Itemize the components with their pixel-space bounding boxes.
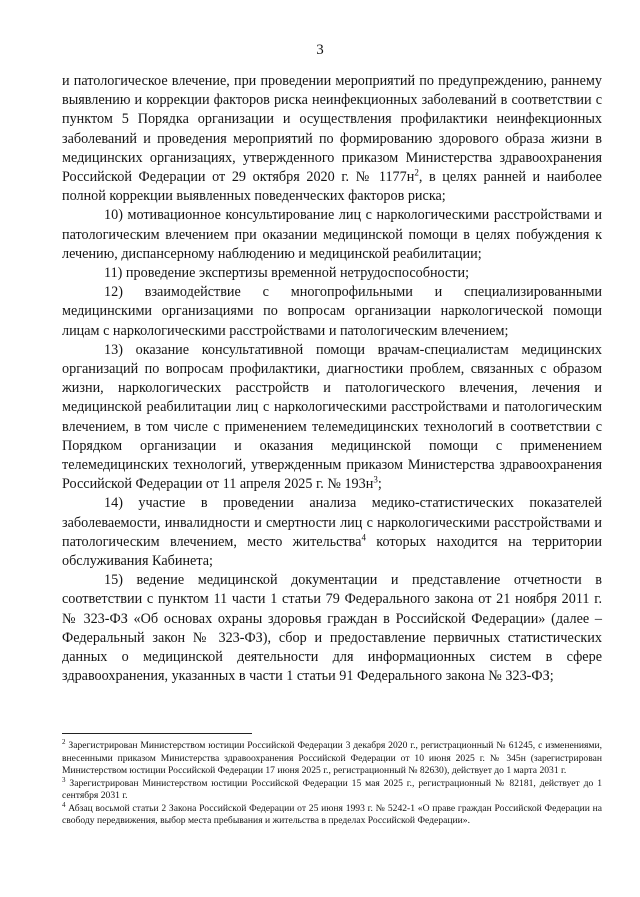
- footnote-4: $^4$ Абзац восьмой статьи 2 Закона Российской Федерации от 25 июня 1993 г. № 5242-1 «О праве граждан Российской Федерации на свободу передвижения, выбор места пребывания и жительства в пределах Российской Федерации».: [62, 800, 602, 826]
- page-number: 3: [316, 42, 324, 58]
- footnote-ref-3: 3: [373, 474, 378, 485]
- paragraph-item-14: 14) участие в проведении анализа медико-статистических показателей заболеваемости, инвалидности и смертности лиц с наркологическими расстройствами и патологическим влечением, место жительства$^4$ которых находится на территории обслуживания Кабинета;: [62, 495, 602, 570]
- footnote-mark: 4: [62, 800, 66, 809]
- paragraph-item-11: 11) проведение экспертизы временной нетрудоспособности;: [104, 265, 470, 282]
- footnote-2: $^2$ Зарегистрирован Министерством юстиции Российской Федерации 3 декабря 2020 г., регистрационный № 61245, с изменениями, внесенными приказом Министерства здравоохранения Российской Федерации от 10 июня 2025 г. № 345н (зарегистрирован Министерством юстиции Российской Федерации 17 июня 2025 г., регистрационный № 82630), действует до 1 марта 2031 г.: [62, 737, 602, 776]
- footnote-mark: 3: [62, 775, 66, 784]
- footnote-mark: 2: [62, 737, 66, 746]
- paragraph-item-10: 10) мотивационное консультирование лиц с наркологическими расстройствами и патологическим влечением при оказании медицинской помощи в целях побуждения к лечению, диспансерному наблюдению и медицинской реабилитации;: [62, 207, 602, 262]
- paragraph-continuation: и патологическое влечение, при проведении мероприятий по предупреждению, раннему выявлению и коррекции факторов риска неинфекционных заболеваний в соответствии с пунктом 5 Порядка организации и осуществления профилактики неинфекционных заболеваний и проведения мероприятий по формированию здорового образа жизни в медицинских организациях, утвержденного приказом Министерства здравоохранения Российской Федерации от 29 октября 2020 г. № $1177н^2$, в целях ранней и наиболее полной коррекции выявленных поведенческих факторов риска;: [62, 73, 602, 205]
- footnote-3: $^3$ Зарегистрирован Министерством юстиции Российской Федерации 15 мая 2025 г., регистрационный № 82181, действует до 1 сентября 2031 г.: [62, 775, 602, 801]
- document-body: [62, 72, 602, 687]
- footnote-divider: [62, 733, 252, 734]
- paragraph-item-15: 15) ведение медицинской документации и представление отчетности в соответствии с пунктом 11 части 1 статьи 79 Федерального закона от 21 ноября 2011 г. № 323-ФЗ «Об основах охраны здоровья граждан в Российской Федерации» (далее – Федеральный закон № 323-ФЗ), сбор и предоставление первичных статистических данных о медицинской деятельности для информационных систем в сфере здравоохранения, указанных в части 1 статьи 91 Федерального закона № 323-ФЗ;: [62, 572, 602, 685]
- paragraph-item-13: 13) оказание консультативной помощи врачам-специалистам медицинских организаций по вопросам профилактики, диагностики проблем, связанных с образом жизни, наркологических расстройств и патологического влечения, лечения и медицинской реабилитации лиц с наркологическими расстройствами и патологическим влечением, в том числе с применением телемедицинских технологий в соответствии с Порядком организации и оказания медицинской помощи с применением телемедицинских технологий, утвержденным приказом Министерства здравоохранения Российской Федерации от 11 апреля 2025 г. № $193н^3$;: [62, 341, 602, 493]
- paragraph-item-12: 12) взаимодействие с многопрофильными и специализированными медицинскими организациями по вопросам организации наркологической помощи лицам с наркологическими расстройствами и патологическим влечением;: [62, 284, 602, 339]
- footnotes: [62, 737, 602, 828]
- footnote-ref-4: 4: [361, 532, 366, 543]
- footnote-ref-2: 2: [414, 167, 419, 178]
